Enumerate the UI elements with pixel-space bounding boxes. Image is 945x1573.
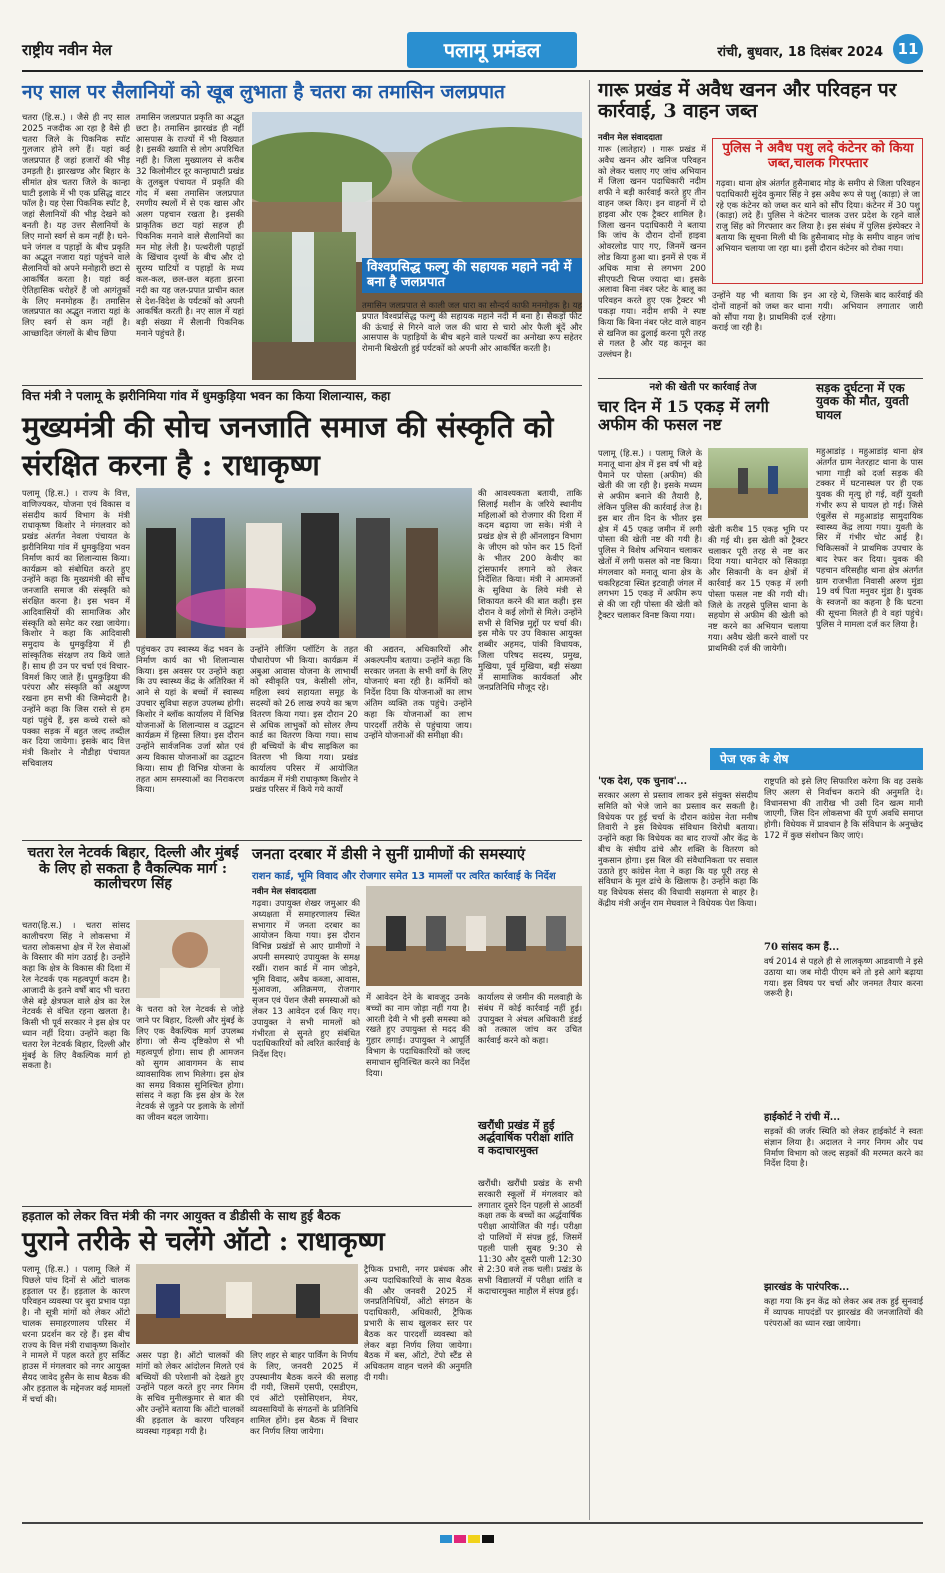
story4-col-a: उन्होंने यह भी बताया कि इन दोनों वाहनों को जब्त कर थाना को सौंपा गया है। प्राथमिकी दर्ज कराई जा रही है। bbox=[712, 290, 812, 333]
ceremony-illustration bbox=[136, 488, 472, 638]
story2-headline: मुख्यमंत्री की सोच जनजाति समाज की संस्कृति को संरक्षित करना है : राधाकृष्ण bbox=[22, 410, 554, 482]
swatch-blue bbox=[440, 1535, 452, 1543]
divider bbox=[598, 378, 923, 379]
section-title: पलामू प्रमंडल bbox=[407, 32, 577, 68]
darbar-illustration bbox=[366, 886, 582, 986]
page-number: 11 bbox=[893, 34, 923, 64]
story1-headline: नए साल पर सैलानियों को खूब लुभाता है चतरा का तमासिन जलप्रपात bbox=[22, 81, 505, 103]
story1-col2: तमासिन जलप्रपात प्रकृति का अद्भुत छटा है। तमासिन झारखंड ही नहीं आसपास के राज्यों में भी विख्यात है। इसकी ख्याति से लोग अपरिचित नहीं है। जिला मुख्यालय से करीब 32 किलोमीटर दूर कान्हाघाटी प्रखंड के तुलबुल पंचायत में प्रकृति की गोद में बसा तमासिन जलप्रपात रमणीय स्थलों में से एक खास और अलग पहचान रखता है। इसकी प्राकृतिक छटा यहां सहज ही पिकनिक मनाने वाले सैलानियों का मन मोह लेती है। पत्थरीली पहाड़ों के खिंचाव दृश्यों के बीच और दो सुरम्य घाटियों व पहाड़ों के मध्य कल-कल, छल-छल बहता झरना नदी का यह जल-प्रपात प्राचीन काल से देश-विदेश के पर्यटकों को अपनी आकर्षित करती है। नए साल में यहां बड़ी संख्या में सैलानी पिकनिक मनाने पहुंचते हैं। bbox=[136, 112, 244, 338]
story2-col5: की आवश्यकता बतायी, ताकि सिलाई मशीन के जरिये स्थानीय महिलाओं को रोजगार की दिशा में कदम बढ़ाया जा सके। मंत्री ने प्रखंड क्षेत्र से ही ऑनलाइन विभाग के जीएम को फोन कर 15 दिनों के भीतर 200 केवीए का ट्रांसफार्मर लगाने को लेकर निर्देशित किया। मंत्री ने आमजनों के सुविधा के लिये मंत्री से शिकायत करने की बात कही। इस दौरान वे कई लोगों से मिले। उन्होंने सभी से विभिन्न मुद्दों पर चर्चा की। इस मौके पर उप विकास आयुक्त शब्बीर अहमद, पांकी विधायक, जिला परिषद सदस्य, प्रमुख, मुखिया, पूर्व मुखिया, बड़ी संख्या में सामाजिक कार्यकर्ता और जनप्रतिनिधि मौजूद रहे। bbox=[478, 488, 582, 693]
story5-col2: खेती करीब 15 एकड़ भूमि पर की गई थी। इस खेती को ट्रैक्टर चलाकर पूरी तरह से नष्ट कर दिया गया। थानेदार को सिकाड़ा और सिकानी के वन क्षेत्रों में कार्रवाई कर 15 एकड़ में लगी पोस्ता फसल नष्ट की गयी थी। जिले के तरहसे पुलिस थाना के सहयोग से अफीम की खेती को नष्ट करने का अभियान चलाया गया। अवैध खेती करने वालों पर प्राथमिकी दर्ज की जायेगी। bbox=[708, 524, 808, 653]
story2-col1: पलामू (हि.स.) । राज्य के वित्त, वाणिज्यकर, योजना एवं विकास व संसदीय कार्य विभाग के मंत्री राधाकृष्ण किशोर ने मंगलवार को प्रखंड अंतर्गत नेवला पंचायत के झरीनिमिया गांव में धुमकुड़िया भवन निर्माण कार्य का शिलान्यास किया। कार्यक्रम को संबोधित करते हुए उन्होंने कहा कि मुख्यमंत्री की सोच जनजाति समाज की संस्कृति को संरक्षित करना है। इस भवन में आदिवासियों की सामाजिक और संस्कृति को समेट कर रखा जायेगा। किशोर ने कहा कि आदिवासी समुदाय के धुमकुड़िया में ही सांस्कृतिक संरक्षण तय किये जाते हैं। साथ ही उन पर चर्चा एवं विचार-विमर्श किए जाते हैं। धुमकुड़िया की परंपरा और संस्कृति को अक्षुण्ण रखना हम सभी की जिम्मेदारी है। उन्होंने कहा कि जिस रास्ते से हम यहां पहुंचे हैं, इस कच्चे रास्ते को पक्का सड़क में बहुत जल्द तब्दील कर दिया जायेगा। इसके बाद वित्त मंत्री किशोर ने नौडीहा पंचायत सचिवालय bbox=[22, 488, 130, 768]
story1-col1: चतरा (हि.स.) । जैसे ही नए साल 2025 नजदीक आ रहा है वैसे ही चतरा जिले के पिकनिक स्पॉट गुलजार होने लगे हैं। यहां कई जलप्रपात हैं जहां हजारों की भीड़ उमड़ती है। झारखण्ड और बिहार के सीमांत क्षेत्र चतरा जिले के कान्हा घाटी इलाके में भी एक प्रसिद्ध वाटर फॉल है। यह ऐसा पिकनिक स्पॉट है, जहां सैलानियों की भीड़ देखने को बनती है। यह उत्तर सैलानियों के लिए मानो स्वर्ग से कम नहीं है। घने-घने जंगल व पहाड़ों के बीच प्रकृति का अद्भुत नजारा यहां पहुंचने वाले सैलानियों को अपने मनोहारी छटा से आकर्षित करता है। यहां कई ऐतिहासिक धरोहरें हैं जो आगंतुकों के लिए मनमोहक हैं। तमासिन जलप्रपात का अद्भुत नजारा यहां के लिए स्वर्ग से कम नहीं है। आच्छादित जंगलों के बीच छिपा bbox=[22, 112, 130, 338]
story2-kicker: वित्त मंत्री ने पलामू के झरीनिमिया गांव में धुमकुड़िया भवन का किया शिलान्यास, कहा bbox=[22, 389, 391, 403]
story8-headline: जनता दरबार में डीसी ने सुनीं ग्रामीणों की समस्याएं bbox=[252, 845, 526, 863]
story9-kicker: हड़ताल को लेकर वित्त मंत्री की नगर आयुक्त व डीडीसी के साथ हुई बैठक bbox=[22, 1209, 341, 1223]
meeting-illustration bbox=[136, 1264, 358, 1344]
story4-headline: पुलिस ने अवैध पशु लदे कंटेनर को किया जब्त,चालक गिरफ्तार bbox=[722, 141, 914, 171]
ceremony-photo bbox=[136, 488, 472, 638]
dateline: रांची, बुधवार, 18 दिसंबर 2024 bbox=[717, 45, 883, 60]
divider bbox=[22, 840, 582, 841]
story11-col2c: सड़कों की जर्जर स्थिति को लेकर हाईकोर्ट ने स्वतः संज्ञान लिया है। अदालत ने नगर निगम और पथ निर्माण विभाग को जल्द सड़कों की मरम्मत करने का निर्देश दिया है। bbox=[764, 1126, 923, 1169]
mp-portrait bbox=[136, 920, 244, 998]
print-color-strip bbox=[440, 1528, 496, 1547]
darbar-photo bbox=[366, 886, 582, 986]
swatch-yellow bbox=[468, 1535, 480, 1543]
story6-body: महुआडांड़ । महुआडांड़ थाना क्षेत्र अंतर्गत ग्राम नेतरहाट थाना के पास भागा गाड़ी को दर्जा सड़क की टक्कर में घटनास्थल पर ही एक युवक की मृत्यु हो गई, वहीं युवती गंभीर रूप से घायल हो गई। जिसे एंबुलेंस से महुआडांड़ सामुदायिक स्वास्थ्य केंद्र लाया गया। युवती के सिर में गंभीर चोट आई है। चिकित्सकों ने प्राथमिक उपचार के बाद रेफर कर दिया। युवक की पहचान वरिसहीह थाना क्षेत्र अंतर्गत ग्राम राजभीता निवासी अरुण मुंडा 19 वर्ष पिता मनुवर मुंडा है। युवक के स्वजनों का कहना है कि घटना की सूचना मिलते ही वे वहां पहुंचे। पुलिस ने मामला दर्ज कर लिया है। bbox=[816, 446, 923, 629]
story10-body: खरौंधी। खरौंधी प्रखंड के सभी सरकारी स्कूलों में मंगलवार को लगातार दूसरे दिन पहली से आठवीं कक्षा तक के बच्चों का अर्द्धवार्षिक परीक्षा आयोजित की गई। परीक्षा दो पालियों में संपन्न हुई, जिसमें पहली पाली सुबह 9:30 से 11:30 और दूसरी पाली 12:30 से 2:30 बजे तक चली। प्रखंड के सभी विद्यालयों में परीक्षा शांति व कदाचारमुक्त माहौल में संपन्न हुई। bbox=[478, 1178, 582, 1296]
story8-byline: नवीन मेल संवाददाता bbox=[252, 887, 317, 897]
story7-headline: चतरा रेल नेटवर्क बिहार, दिल्ली और मुंबई के लिए हो सकता है वैकल्पिक मार्ग : कालीचरण सिंह bbox=[27, 845, 239, 893]
story1-caption-body: तमासिन जलप्रपात से काली जल धारा का सौन्दर्य काफी मनमोहक है। यह प्रपात विश्वप्रसिद्ध फल्गु की सहायक महाने नदी में बना है। सैकड़ों फीट की ऊंचाई से गिरने वाले जल की धारा से चारो ओर फैली बूंदें और आसपास के पहाड़ियों के बीच बहने वाले पत्थरों का अनोखा रूप सहेतर रोमानी बिखेरती हुई पर्यटकों को अपनी ओर आकर्षित करती है। bbox=[362, 300, 582, 354]
story9-col1: पलामू (हि.स.) । पलामू जिले में पिछले पांच दिनों से ऑटो चालक हड़ताल पर हैं। हड़ताल के कारण परिवहन व्यवस्था पर बुरा प्रभाव पड़ा है। नौ सूत्री मांगों को लेकर ऑटो चालक समाहरणालय परिसर में धरना प्रदर्शन कर रहे हैं। इस बीच राज्य के वित्त मंत्री राधाकृष्ण किशोर ने मामले में पहल करते हुए सर्किट हाउस में मंगलवार को नगर आयुक्त सैयद जावेद हुसैन के साथ बैठक की और हड़ताल के मद्देनजर कई मामलों में चर्चा की। bbox=[22, 1264, 130, 1404]
story7-col2: के चतरा को रेल नेटवर्क से जोड़े जाने पर बिहार, दिल्ली और मुंबई के लिए एक वैकल्पिक मार्ग उपलब्ध होगा। जो सैन्य दृष्टिकोण से भी महत्वपूर्ण होगा। साथ ही आमजन को सुगम आवागमन के साथ व्यावसायिक लाभ मिलेगा। इस क्षेत्र का समग्र विकास सुनिश्चित होगा। सांसद ने कहा कि इस क्षेत्र के रेल नेटवर्क से जुड़ने पर इलाके के लोगों का जीवन बदल जायेगा। bbox=[136, 1004, 244, 1122]
column-divider bbox=[589, 80, 590, 1520]
story9-headline: पुराने तरीके से चलेंगे ऑटो : राधाकृष्ण bbox=[22, 1227, 385, 1257]
newspaper-brand: राष्ट्रीय नवीन मेल bbox=[22, 41, 112, 59]
story11-col2d: कहा गया कि इन केंद्र को लेकर अब तक हुई सुनवाई में व्यापक मापदंडों पर झारखंड की जनजातियों की परंपराओं का ध्यान रखा जायेगा। bbox=[764, 1296, 923, 1328]
story11-col2b: वर्ष 2014 से पहले ही से लालकृष्ण आडवाणी ने इसे उठाया था। जब मोदी पीएम बने तो इसे आगे बढ़ाया गया। इस विषय पर चर्चा और जनमत तैयार करना जरूरी है। bbox=[764, 956, 923, 999]
story2-col3: उन्होंने लीजिंग प्लॉटिंग के तहत पौधारोपण भी किया। कार्यक्रम में अबुआ आवास योजना के लाभार्थी को स्वीकृति पत्र, केसीसी लोन, महिला स्वयं सहायता समूह के सदस्यों को 26 लाख रुपये का ऋण वितरण किया गया। इस दौरान 20 से अधिक लाभुकों को सोलर लैम्प कार्ड का वितरण किया गया। साथ ही बच्चियों के बीच साइकिल का वितरण भी किया गया। प्रखंड कार्यालय परिसर में आयोजित कार्यक्रम में मंत्री राधाकृष्ण किशोर ने प्रखंड परिसर में किये गये कार्यों bbox=[250, 644, 358, 795]
story11-col2: राष्ट्रपति को इसे लिए सिफारिश करेगा कि वह उसके लिए अलग से निर्वाचन कराने की अनुमति दे। विधानसभा की तारीख भी उसी दिन खत्म मानी जाएगी, जिस दिन लोकसभा की पूर्ण अवधि समाप्त होगी। विधेयक में प्रावधान है कि संविधान के अनुच्छेद 172 में कुछ संशोधन किए जाएं। bbox=[764, 776, 923, 840]
story11-col1: सरकार अलग से प्रस्ताव लाकर इसे संयुक्त संसदीय समिति को भेजे जाने का प्रस्ताव कर सकती है। विधेयक पर हुई चर्चा के दौरान कांग्रेस नेता मनीष तिवारी ने इस विधेयक संविधान विरोधी बताया। उन्होंने कहा कि विधेयक का बाद राज्यों और केंद्र के बीच के संघीय ढांचे और शक्ति के वितरण को नुकसान होगा। इस बिल की संवैधानिकता पर सवाल उठाते हुए कांग्रेस नेता ने कहा कि यह पूरी तरह से संविधान के मूल ढांचे के खिलाफ है। उन्होंने कहा कि यह विधेयक संसद की विधायी सक्षमता से बाहर है। केंद्रीय मंत्री अर्जुन राम मेघवाल ने विधेयक पेश किया। bbox=[598, 790, 758, 908]
story9-col2: असर पड़ा है। ऑटो चालकों की मांगों को लेकर आंदोलन मिलते एवं बच्चियों की परेशानी को देखते हुए उन्होंने पहल करते हुए नगर निगम के सचिव मुनीलकुमार से बात की और उन्होंने बताया कि ऑटो चालकों की हड़ताल के कारण परिवहन व्यवस्था गड़बड़ा गयी है। bbox=[136, 1350, 244, 1436]
story7-col1: चतरा(हि.स.) । चतरा सांसद कालीचरण सिंह ने लोकसभा में चतरा लोकसभा क्षेत्र में रेल सेवाओं के विस्तार की मांग उठाई है। उन्होंने कहा कि क्षेत्र के विकास की दिशा में रेल नेटवर्क एक महत्वपूर्ण कदम है। आजादी के इतने वर्षों बाद भी चतरा जैसे बड़े क्षेत्रफल वाले क्षेत्र का रेल नेटवर्क से वंचित रहना खलता है। किसी भी पूर्व सरकार ने इस क्षेत्र पर ध्यान नहीं दिया। उन्होंने कहा कि चतरा रेल नेटवर्क बिहार, दिल्ली और मुंबई के लिए वैकल्पिक मार्ग हो सकता है। bbox=[22, 920, 130, 1071]
waterfall-inset-photo bbox=[252, 232, 356, 380]
swatch-magenta bbox=[454, 1535, 466, 1543]
story8-col2: में आवेदन देने के बावजूद उनके बच्चों का नाम जोड़ा नहीं गया है। आरती देवी ने भी इसी समस्या को रखते हुए उपायुक्त से मदद की गुहार लगाई। उपायुक्त ने आपूर्ति विभाग के पदाधिकारियों को जल्द समाधान सुनिश्चित करने का निर्देश दिया। bbox=[366, 992, 470, 1078]
waterfall-inset-illustration bbox=[252, 232, 356, 380]
story6-headline: सड़क दुर्घटना में एक युवक की मौत, युवती घायल bbox=[816, 381, 909, 422]
divider bbox=[22, 1206, 472, 1207]
field-illustration bbox=[708, 448, 808, 518]
story4-body: गढ़वा। थाना क्षेत्र अंतर्गत हुसैनाबाद मोड़ के समीप से जिला परिवहन पदाधिकारी सुंदेव कुमार सिंह ने इस अवैध रूप से पशु (काड़ा) ले जा रहे एक कंटेनर को जब्त कर थाने को सौंप दिया। कंटेनर में 30 पशु (काड़ा) लदे हैं। पुलिस ने कंटेनर चालक उत्तर प्रदेश के रहने वाले राजु सिंह को गिरफ्तार कर लिया है। इस संबंध में पुलिस इंस्पेक्टर ने बताया कि सूचना मिली थी कि हुसैनाबाद मोड़ के समीप वाहन जांच अभियान चलाया जा रहा था। इसी दौरान कंटेनर को रोका गया। bbox=[716, 178, 920, 253]
story11-heading-1: 'एक देश, एक चुनाव'... bbox=[598, 776, 688, 787]
story3-headline: गारू प्रखंड में अवैध खनन और परिवहन पर कार्रवाई, 3 वाहन जब्त bbox=[598, 79, 897, 123]
masthead bbox=[22, 32, 923, 72]
portrait-illustration bbox=[136, 920, 244, 998]
story2-col4: की अद्यतन, अधिकारियों और अकल्पनीय बताया। उन्होंने कहा कि सरकार जनता के सभी वर्गों के लिए योजनाएं बना रही है। कर्मियों को निर्देश दिया कि योजनाओं का लाभ अंतिम व्यक्ति तक पहुंचे। उन्होंने कहा कि योजनाओं का लाभ पारदर्शी तरीके से पहुंचाया जाय। उन्होंने योजनाओं की समीक्षा की। bbox=[364, 644, 472, 741]
story10-headline: खरौंधी प्रखंड में हुई अर्द्धवार्षिक परीक्षा शांति व कदाचारमुक्त bbox=[478, 1119, 574, 1157]
story11-heading-2: 70 सांसद कम हैं... bbox=[764, 942, 840, 953]
story3-byline: नवीन मेल संवाददाता bbox=[598, 133, 663, 143]
story9-col3: लिए शहर से बाहर पार्किंग के निर्णय के लिए, जनवरी 2025 में उपस्थानीय बैठक करने की सलाह दी गयी, जिसमें एसपी, एसडीएम, एवं ऑटो एसोसिएशन, मेयर, व्यवसायियों के संगठनों के प्रतिनिधि शामिल होंगे। इस बैठक में विचार कर निर्णय लिया जायेगा। bbox=[250, 1350, 358, 1436]
story11-heading-4: झारखंड के पारंपरिक... bbox=[764, 1282, 850, 1293]
swatch-black bbox=[482, 1535, 494, 1543]
story9-col4: ट्रैफिक प्रभारी, नगर प्रबंधक और अन्य पदाधिकारियों के साथ बैठक की और जनवरी 2025 में जनप्रतिनिधियों, ऑटो संगठन के पदाधिकारी, अधिकारी, ट्रैफिक प्रभारी के साथ खुलकर स्तर पर बैठक कर पारदर्शी व्यवस्था को लेकर बड़ा निर्णय लिया जायेगा। बैठक में बस, ऑटो, टेंपो स्टैंड से अधिकतम वाहन चलने की अनुमति दी गयी। bbox=[364, 1264, 472, 1382]
story5-col1: पलामू (हि.स.) । पलामू जिले के मनातू थाना क्षेत्र में इस वर्ष भी बड़े पैमाने पर पोस्ता (अफीम) की खेती की जा रही है। इसके मध्यम से अफीम बनाने की तैयारी है, लेकिन पुलिस की कार्रवाई तेज है। इस बार तीन दिन के भीतर इस क्षेत्र में 45 एकड़ जमीन में लगी पोस्ता की खेती नष्ट की गयी है। पुलिस ने विशेष अभियान चलाकर खेतों में लगी फसल को नष्ट किया। मंगलवार को मनातू थाना क्षेत्र के चकरिहटवा स्थित इटवाही जंगल में लगभग 15 एकड़ में अफीम रूप से की जा रही पोस्ता की खेती को ट्रैक्टर चलाकर विनष्ट किया गया। bbox=[598, 448, 702, 620]
footer-rule bbox=[22, 1522, 923, 1524]
story2-col2: पहुंचकर उप स्वास्थ्य केंद्र भवन के निर्माण कार्य का भी शिलान्यास किया। इस अवसर पर उन्होंने कहा कि उप स्वास्थ्य केंद्र के अतिरिक्त में आने से यहां के बच्चों में स्वास्थ्य उपचार सुविधा सहज उपलब्ध होगी। किशोर ने ब्लॉक कार्यालय में विभिन्न योजनाओं के शिलान्यास व उद्घाटन कार्यक्रम में हिस्सा लिया। इस दौरान उन्होंने सार्वजनिक उर्जा स्रोत एवं अन्य विकास योजनाओं का उद्घाटन किया। साथ ही विभिन्न योजना के तहत आम समस्याओं का निराकरण किया। bbox=[136, 644, 244, 795]
waterfall-photo-caption: विश्वप्रसिद्ध फल्गु की सहायक महाने नदी में बना है जलप्रपात bbox=[362, 258, 582, 293]
divider bbox=[22, 385, 582, 386]
opium-field-photo bbox=[708, 448, 808, 518]
continued-section-label: पेज एक के शेष bbox=[710, 748, 923, 770]
story4-col-b: आ रहे थे, जिसके बाद कार्रवाई की गयी। अभियान लगातार जारी रहेगा। bbox=[818, 290, 923, 322]
story5-headline: चार दिन में 15 एकड़ में लगी अफीम की फसल नष्ट bbox=[598, 397, 769, 434]
story8-subheadline: राशन कार्ड, भूमि विवाद और रोजगार समेत 13 मामलों पर त्वरित कार्रवाई के निर्देश bbox=[252, 871, 556, 882]
story3-col1: गारू (लातेहार) । गारू प्रखंड में अवैध खनन और खनिज परिवहन को लेकर चलाए गए जांच अभियान में जिला खनन पदाधिकारी नदीम शफी ने बड़ी कार्रवाई करते हुए तीन वाहन जब्त किए। इन वाहनों में दो हाइवा और एक ट्रैक्टर शामिल है। जिला खनन पदाधिकारी ने बताया कि जांच के दौरान दोनों हाइवा ओवरलोड पाए गए, जिनमें खनन लोड किया हुआ था। इनमें से एक में अधिक मात्रा से लगभग 200 सीएफटी चिप्स ज्यादा था। इसके अलावा बिना नंबर प्लेट के बालू का परिवहन करते हुए एक ट्रैक्टर भी पकड़ा गया। नदीम शफी ने स्पष्ट किया कि बिना नंबर प्लेट वाले वाहन से खनिज का ढुलाई करना पूरी तरह से गलत है और यह कानून का उल्लंघन है। bbox=[598, 144, 706, 360]
story8-col1: गढ़वा। उपायुक्त शेखर जमुआर की अध्यक्षता में समाहरणालय स्थित सभागार में जनता दरबार का आयोजन किया गया। इस दौरान विभिन्न प्रखंडों से आए ग्रामीणों ने अपनी समस्याएं उपायुक्त के समक्ष रखीं। राशन कार्ड में नाम जोड़ने, भूमि विवाद, अवैध कब्जा, आवास, मुआवजा, अतिक्रमण, रोजगार सृजन एवं पेंशन जैसी समस्याओं को लेकर 13 आवेदन दर्ज किए गए। उपायुक्त ने सभी मामलों को गंभीरता से सुनते हुए संबंधित पदाधिकारियों को त्वरित कार्रवाई के निर्देश दिए। bbox=[252, 898, 360, 1060]
story8-col3: कार्यालय से जमीन की मलवाही के संबंध में कोई कार्रवाई नहीं हुई। उपायुक्त ने अंचल अधिकारी डंडई को तत्काल जांच कर उचित कार्रवाई करने को कहा। bbox=[478, 992, 582, 1046]
meeting-photo bbox=[136, 1264, 358, 1344]
story11-heading-3: हाईकोर्ट ने रांची में... bbox=[764, 1112, 841, 1123]
story5-kicker: नशे की खेती पर कार्रवाई तेज bbox=[649, 382, 757, 393]
